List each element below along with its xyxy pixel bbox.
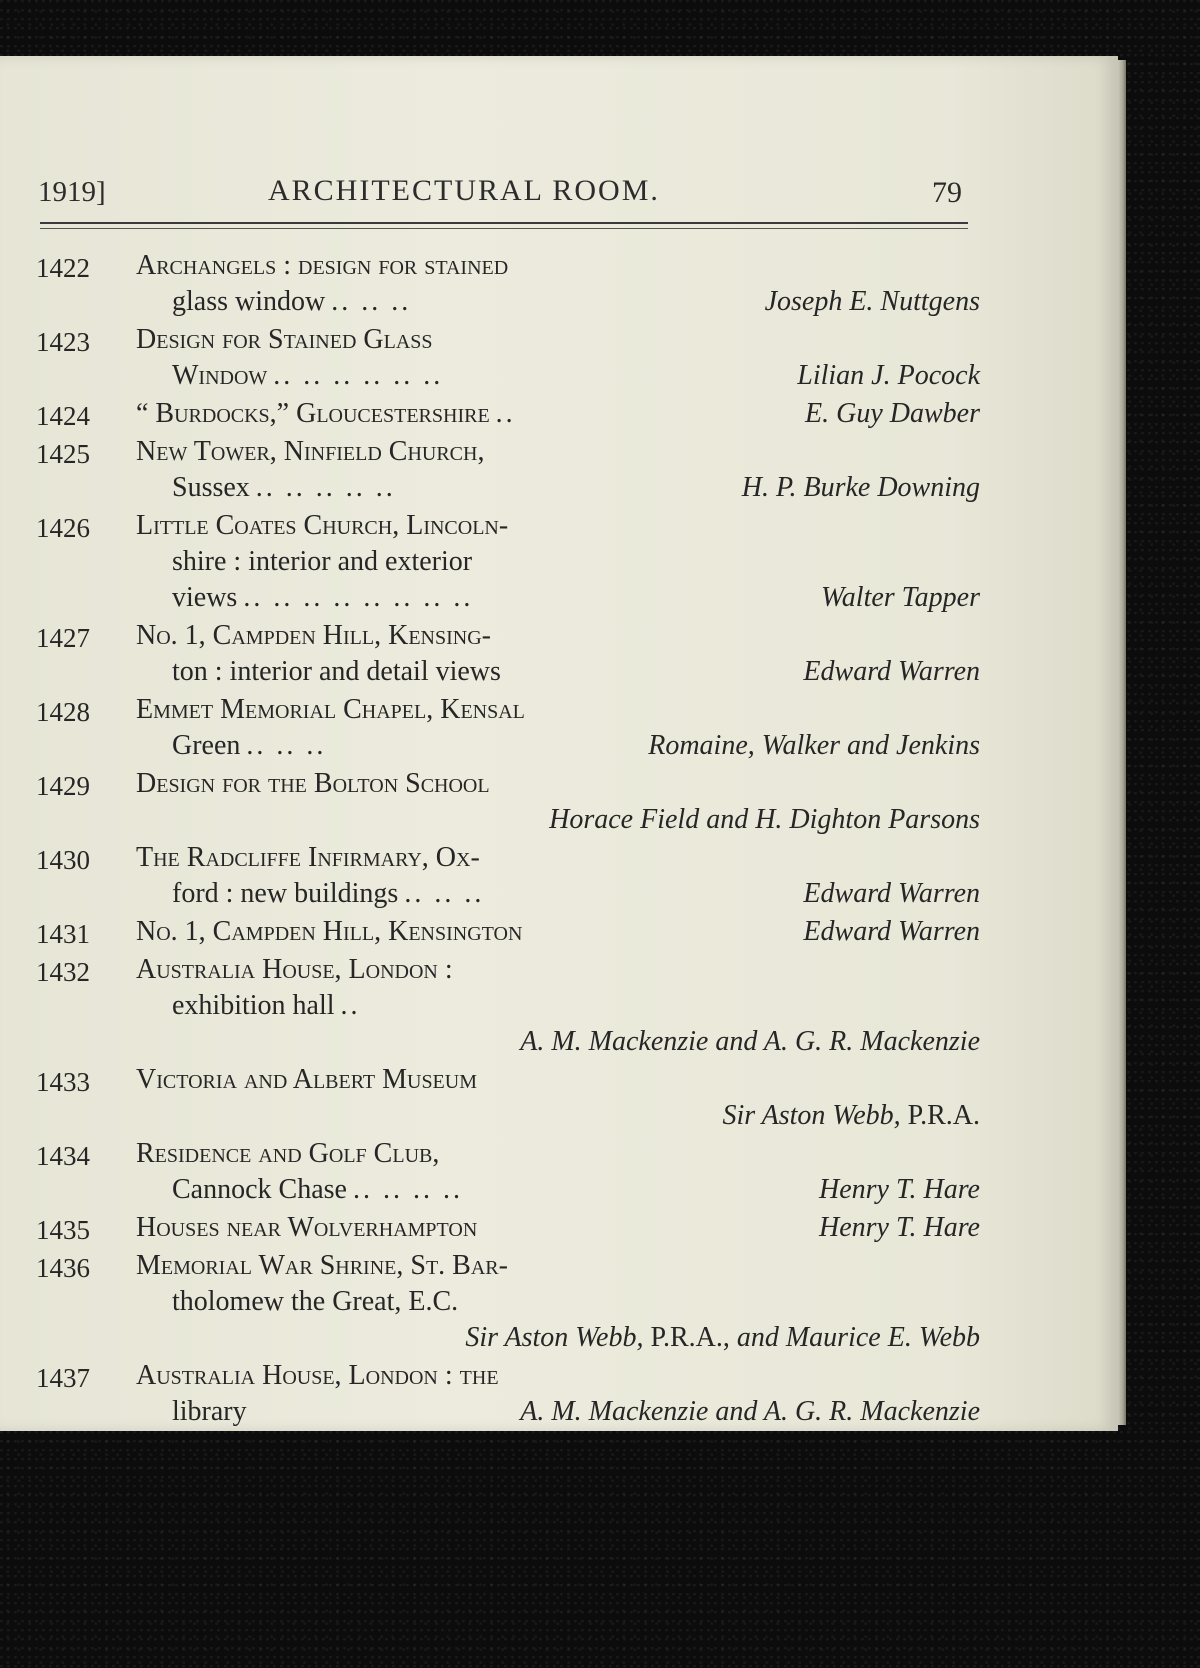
entry-number: 1425 — [36, 439, 90, 469]
entry-author: Romaine, Walker and Jenkins — [648, 730, 980, 761]
entry-author-second: and Maurice E. Webb — [736, 1322, 980, 1353]
entry-number: 1432 — [36, 957, 90, 987]
entry-author: Edward Warren — [803, 878, 980, 909]
entry-number: 1429 — [36, 771, 90, 801]
catalogue-entry — [36, 1136, 980, 1208]
entry-author: Edward Warren — [803, 656, 980, 687]
leader-dots: .. — [340, 990, 361, 1021]
entry-title-cont: Cannock Chase — [172, 1174, 347, 1205]
catalogue-entry — [36, 1062, 980, 1134]
catalogue-entry — [36, 692, 980, 764]
entry-title: Australia House, London : — [136, 954, 453, 985]
entry-title-cont: views — [172, 582, 238, 613]
entry-title: Victoria and Albert Museum — [136, 1064, 478, 1095]
catalogue-entry — [36, 1248, 980, 1356]
entry-title-cont: ford : new buildings — [172, 878, 399, 909]
entry-author: Sir Aston Webb, — [465, 1322, 644, 1353]
entry-title: Design for the Bolton School — [136, 768, 490, 799]
leader-dots: .. .. .. .. .. .. — [273, 360, 444, 391]
entry-number: 1433 — [36, 1067, 90, 1097]
entry-title-cont: Window — [172, 360, 268, 391]
entry-title: The Radcliffe Infirmary, Ox- — [136, 842, 480, 873]
entry-number: 1436 — [36, 1253, 90, 1283]
entry-title-cont: shire : interior and exterior — [172, 546, 473, 577]
catalogue-entry — [36, 322, 980, 394]
entry-author: A. M. Mackenzie and A. G. R. Mackenzie — [520, 1396, 980, 1427]
catalogue-entry — [36, 766, 980, 838]
entry-title: Memorial War Shrine, St. Bar- — [136, 1250, 508, 1281]
entry-author-honour: P.R.A., — [650, 1322, 730, 1353]
entry-number: 1427 — [36, 623, 90, 653]
entry-title: Emmet Memorial Chapel, Kensal — [136, 694, 525, 725]
entry-number: 1435 — [36, 1215, 90, 1245]
header-rule — [40, 222, 968, 224]
page-edge — [1118, 60, 1126, 1425]
entry-title: No. 1, Campden Hill, Kensing- — [136, 620, 491, 651]
leader-dots: .. .. .. .. .. .. .. .. — [243, 582, 474, 613]
entry-title-cont: Sussex — [172, 472, 250, 503]
entry-title-cont: glass window — [172, 286, 326, 317]
entry-title: Archangels : design for stained — [136, 250, 509, 281]
entry-title: No. 1, Campden Hill, Kensington — [136, 916, 523, 947]
header-year: 1919] — [38, 176, 106, 208]
entry-title: Residence and Golf Club, — [136, 1138, 440, 1169]
catalogue-entry — [36, 952, 980, 1060]
catalogue-entry — [36, 396, 980, 432]
entry-number: 1430 — [36, 845, 90, 875]
catalogue-entry — [36, 248, 980, 320]
entry-author: Edward Warren — [803, 916, 980, 947]
page-number: 79 — [932, 176, 962, 209]
leader-dots: .. .. .. — [246, 730, 327, 761]
entry-title-cont: exhibition hall — [172, 990, 335, 1021]
entry-title: Design for Stained Glass — [136, 324, 433, 355]
entry-number: 1422 — [36, 253, 90, 283]
entry-author: Joseph E. Nuttgens — [764, 286, 980, 317]
entry-author: Sir Aston Webb, — [722, 1100, 901, 1131]
entry-number: 1434 — [36, 1141, 90, 1171]
entry-title: Houses near Wolverhampton — [136, 1212, 478, 1243]
entry-number: 1428 — [36, 697, 90, 727]
catalogue-entries — [36, 248, 980, 1432]
entry-author-line — [136, 1098, 980, 1134]
entry-author: Walter Tapper — [821, 582, 980, 613]
catalogue-entry — [36, 1210, 980, 1246]
entry-author: H. P. Burke Downing — [741, 472, 980, 503]
catalogue-entry — [36, 434, 980, 506]
entry-title: Little Coates Church, Lincoln- — [136, 510, 509, 541]
entry-author: Henry T. Hare — [819, 1212, 980, 1243]
leader-dots: .. — [495, 398, 516, 429]
entry-title-cont: library — [172, 1396, 247, 1427]
entry-author: A. M. Mackenzie and A. G. R. Mackenzie — [520, 1026, 980, 1057]
catalogue-entry — [36, 508, 980, 616]
leader-dots: .. .. .. — [331, 286, 412, 317]
catalogue-entry — [36, 618, 980, 690]
entry-title-cont: Green — [172, 730, 241, 761]
entry-number: 1423 — [36, 327, 90, 357]
entry-author: Horace Field and H. Dighton Parsons — [549, 804, 980, 835]
entry-author: E. Guy Dawber — [805, 398, 980, 429]
entry-title: New Tower, Ninfield Church, — [136, 436, 485, 467]
leader-dots: .. .. .. .. — [352, 1174, 463, 1205]
running-head — [38, 174, 966, 218]
catalogue-entry — [36, 1358, 980, 1430]
leader-dots: .. .. .. — [404, 878, 485, 909]
entry-number: 1424 — [36, 401, 90, 431]
leader-dots: .. .. .. .. .. — [255, 472, 396, 503]
entry-number: 1426 — [36, 513, 90, 543]
catalogue-entry — [36, 840, 980, 912]
entry-title-cont: ton : interior and detail views — [172, 656, 501, 687]
entry-number: 1431 — [36, 919, 90, 949]
entry-title-cont: tholomew the Great, E.C. — [172, 1286, 459, 1317]
entry-number: 1437 — [36, 1363, 90, 1393]
entry-author: Henry T. Hare — [819, 1174, 980, 1205]
entry-title: “ Burdocks,” Gloucestershire — [136, 398, 490, 429]
catalogue-entry — [36, 914, 980, 950]
entry-author: Lilian J. Pocock — [797, 360, 980, 391]
entry-author-honour: P.R.A. — [907, 1100, 980, 1131]
entry-title: Australia House, London : the — [136, 1360, 499, 1391]
header-title: ARCHITECTURAL ROOM. — [268, 174, 660, 207]
entry-author-line — [136, 1320, 980, 1356]
header-rule-thin — [40, 228, 968, 229]
